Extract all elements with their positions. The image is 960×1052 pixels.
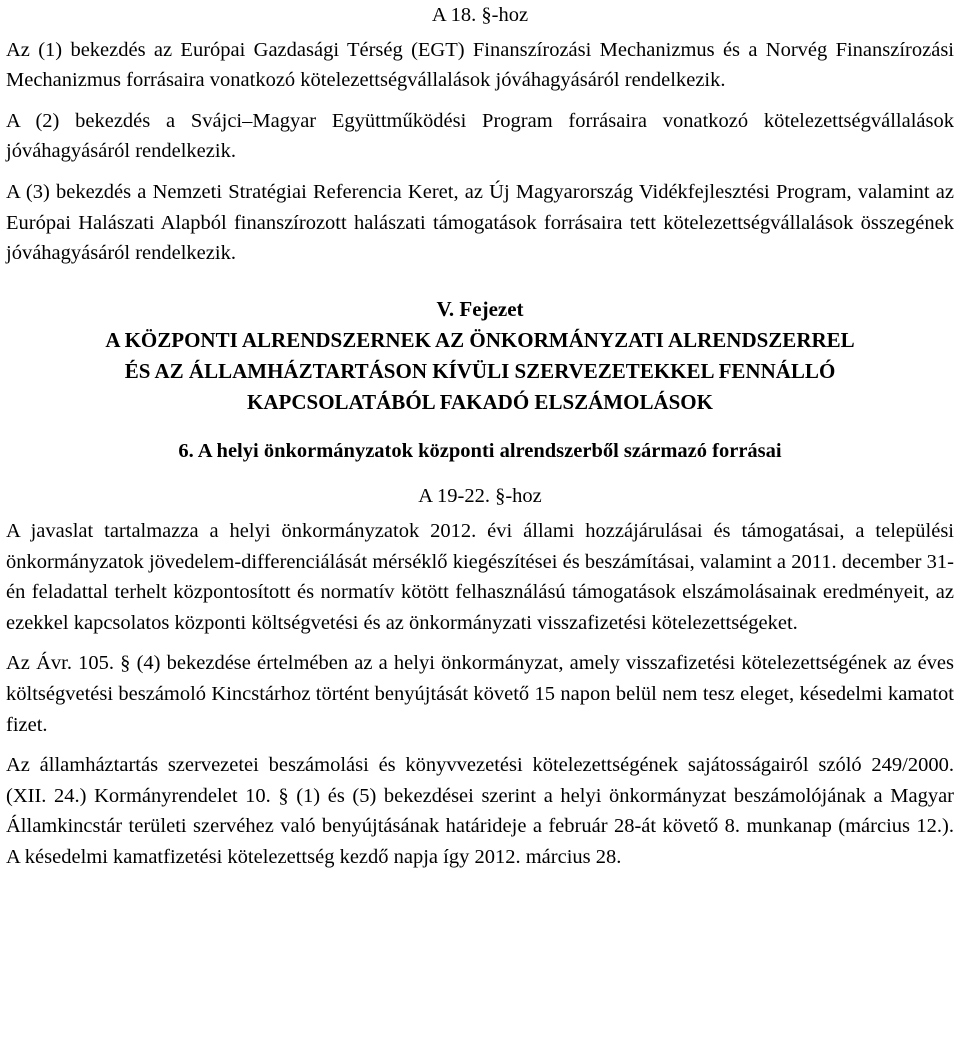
- paragraph-egt: Az (1) bekezdés az Európai Gazdasági Térség (EGT) Finanszírozási Mechanizmus és a Norvég Finanszírozási Mechanizmus forrásaira vonatkozó kötelezettségvállalások jóváhagyásáról rendelkezik.: [6, 38, 954, 92]
- chapter-number: V. Fejezet: [436, 296, 524, 321]
- chapter-title-line-2: ÉS AZ ÁLLAMHÁZTARTÁSON KÍVÜLI SZERVEZETEKKEL FENNÁLLÓ: [124, 358, 836, 383]
- paragraph-nemzeti: A (3) bekezdés a Nemzeti Stratégiai Referencia Keret, az Új Magyarország Vidékfejlesztési Program, valamint az Európai Halászati Alapból finanszírozott halászati támogatások forrásaira tett kötelezettségvállalások összegének jóváhagyásáról rendelkezik.: [6, 180, 954, 265]
- chapter-heading: [6, 294, 954, 418]
- chapter-title-line-1: A KÖZPONTI ALRENDSZERNEK AZ ÖNKORMÁNYZATI ALRENDSZERREL: [105, 327, 855, 352]
- section-heading-18: A 18. §-hoz: [431, 4, 529, 26]
- chapter-title-line-3: KAPCSOLATÁBÓL FAKADÓ ELSZÁMOLÁSOK: [247, 389, 713, 414]
- section-heading-19-22: A 19-22. §-hoz: [418, 485, 542, 508]
- paragraph-svajci: A (2) bekezdés a Svájci–Magyar Együttműködési Program forrásaira vonatkozó kötelezettségvállalások jóváhagyásáról rendelkezik.: [6, 109, 954, 163]
- paragraph-javaslat: A javaslat tartalmazza a helyi önkormányzatok 2012. évi állami hozzájárulásai és támogatásai, a települési önkormányzatok jövedelem-differenciálását mérséklő kiegészítései és beszámításai, valamint a 2011. december 31-én feladattal terhelt központosított és normatív kötött felhasználású támogatások elszámolásainak eredményeit, az ezekkel kapcsolatos központi költségvetési és az önkormányzati visszafizetési kötelezettségeket.: [6, 519, 954, 634]
- paragraph-avr: Az Ávr. 105. § (4) bekezdése értelmében az a helyi önkormányzat, amely visszafizetési kötelezettségének az éves költségvetési beszámoló Kincstárhoz történt benyújtását követő 15 napon belül nem tesz eleget, késedelmi kamatot fizet.: [6, 652, 954, 736]
- subchapter-title: 6. A helyi önkormányzatok központi alrendszerből származó forrásai: [178, 439, 782, 462]
- paragraph-allamhaztartas: Az államháztartás szervezetei beszámolási és könyvvezetési kötelezettségének sajátosságairól szóló 249/2000. (XII. 24.) Kormányrendelet 10. § (1) és (5) bekezdései szerint a helyi önkormányzat beszámolójának a Magyar Államkincstár területi szervéhez való benyújtásának határideje a február 28-át követő 8. munkanap (március 12.). A késedelmi kamatfizetési kötelezettség kezdő napja így 2012. március 28.: [6, 754, 954, 868]
- document-page: [6, 0, 954, 872]
